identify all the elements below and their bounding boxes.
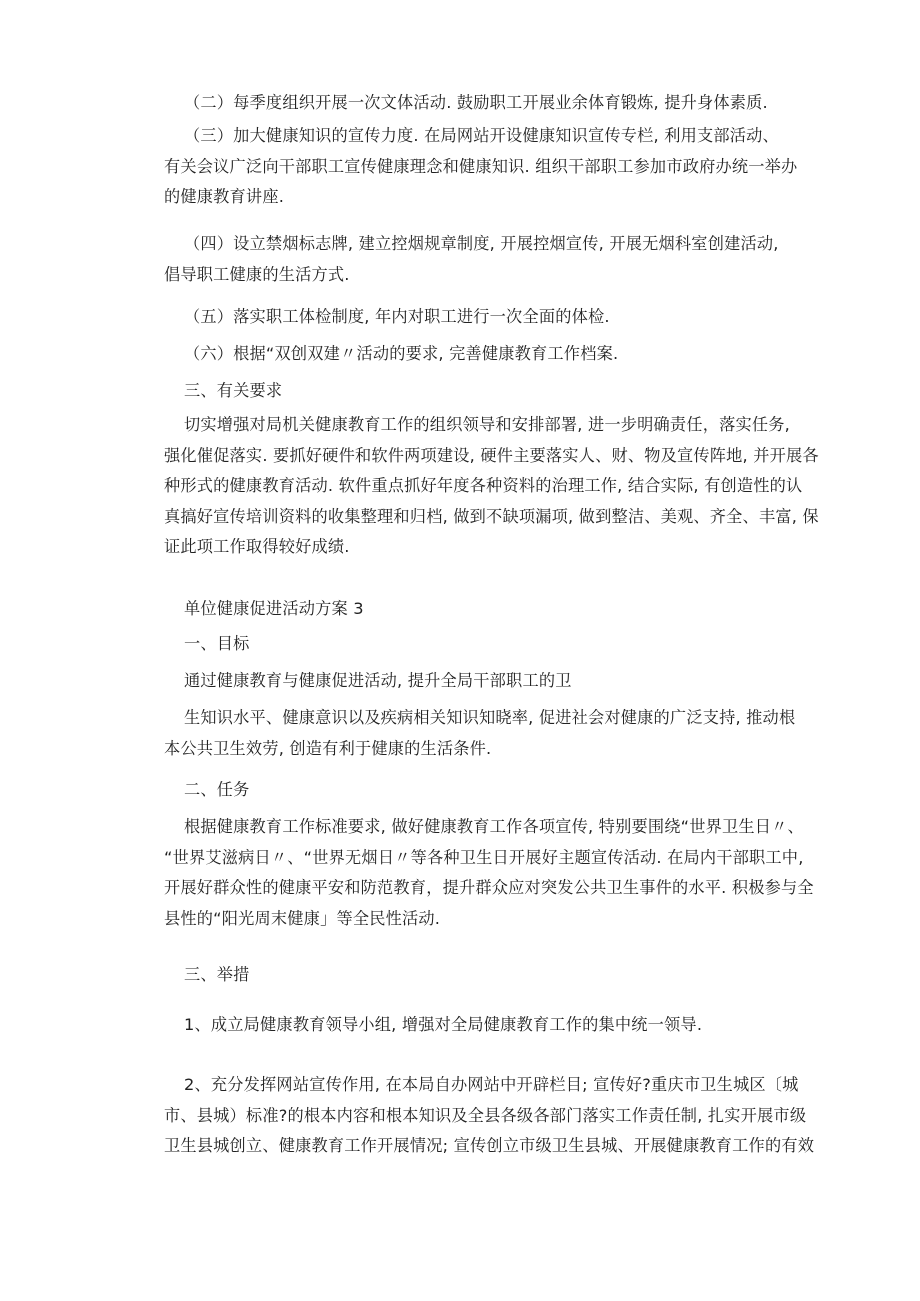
text-line: “世界艾滋病日〃、“世界无烟日〃等各种卫生日开展好主题宣传活动. 在局内干部职工中,: [164, 847, 804, 867]
text-line: 证此项工作取得较好成绩.: [164, 537, 350, 556]
paragraph-item-4: [164, 229, 806, 290]
heading-text: 一、目标: [184, 634, 250, 653]
heading-text: 二、任务: [184, 780, 250, 799]
paragraph-item-3: [164, 121, 806, 213]
text-line: （六）根据“双创双建〃活动的要求, 完善健康教育工作档案.: [184, 344, 619, 363]
text-line: （二）每季度组织开展一次文体活动. 鼓励职工开展业余体育锻炼, 提升身体素质.: [184, 93, 768, 112]
text-line: 卫生县城创立、健康教育工作开展情况; 宣传创立市级卫生县城、开展健康教育工作的有效: [164, 1136, 815, 1155]
heading-text: 单位健康促进活动方案 3: [184, 599, 364, 618]
text-line: 有关会议广泛向干部职工宣传健康理念和健康知识. 组织干部职工参加市政府办统一举办: [164, 156, 798, 176]
paragraph-item-2: [164, 88, 806, 119]
paragraph-item-5: [164, 302, 806, 333]
text-line: 开展好群众性的健康平安和防范教育，提升群众应对突发公共卫生事件的水平. 积极参与全: [164, 878, 814, 897]
text-line: 2、充分发挥网站宣传作用, 在本局自办网站中开辟栏目; 宣传好?重庆市卫生城区〔城: [184, 1075, 799, 1094]
text-line: 1、成立局健康教育领导小组, 增强对全局健康教育工作的集中统一领导.: [184, 1015, 703, 1034]
text-line: 种形式的健康教育活动. 软件重点抓好年度各种资料的治理工作, 结合实际, 有创造性的认: [164, 476, 803, 495]
text-line: 本公共卫生效劳, 创造有利于健康的生活条件.: [164, 738, 492, 758]
text-line: 强化催促落实. 要抓好硬件和软件两项建设, 硬件主要落实人、财、物及宣传阵地, 并开展各: [164, 445, 819, 465]
heading-text: 三、有关要求: [184, 381, 283, 400]
text-line: 市、县城）标准?的根本内容和根本知识及全县各级各部门落实工作责任制, 扎实开展市级: [164, 1105, 807, 1125]
section-heading-requirements: [164, 376, 806, 407]
heading-text: 三、举措: [184, 965, 250, 984]
section-heading-task: [164, 775, 806, 806]
section-heading-goal: [164, 629, 806, 660]
text-line: 根据健康教育工作标准要求, 做好健康教育工作各项宣传, 特别要围绕“世界卫生日〃、: [184, 817, 804, 836]
text-line: 切实增强对局机关健康教育工作的组织领导和安排部署, 进一步明确责任，落实任务,: [184, 415, 790, 434]
measure-item-1: [164, 1010, 806, 1041]
paragraph-goal-body: [164, 703, 806, 764]
paragraph-item-6: [164, 339, 806, 370]
text-line: （五）落实职工体检制度, 年内对职工进行一次全面的体检.: [184, 307, 610, 326]
measure-item-2: [164, 1070, 815, 1162]
section-heading-measures: [164, 960, 806, 991]
text-line: 县性的“阳光周末健康」等全民性活动.: [164, 908, 441, 928]
text-line: 通过健康教育与健康促进活动, 提升全局干部职工的卫: [184, 671, 572, 690]
paragraph-task-body: [164, 812, 814, 934]
paragraph-requirements-body: [164, 410, 819, 563]
text-line: 真搞好宣传培训资料的收集整理和归档, 做到不缺项漏项, 做到整洁、美观、齐全、丰富, 保: [164, 506, 819, 526]
text-line: （三）加大健康知识的宣传力度. 在局网站开设健康知识宣传专栏, 利用支部活动、: [184, 126, 779, 145]
text-line: 倡导职工健康的生活方式.: [164, 264, 350, 284]
text-line: 生知识水平、健康意识以及疾病相关知识知晓率, 促进社会对健康的广泛支持, 推动根: [184, 708, 796, 727]
text-line: 的健康教育讲座.: [164, 187, 285, 206]
plan-title-3: [164, 594, 806, 625]
text-line: （四）设立禁烟标志牌, 建立控烟规章制度, 开展控烟宣传, 开展无烟科室创建活动,: [184, 234, 779, 253]
paragraph-goal-intro: [164, 666, 806, 697]
